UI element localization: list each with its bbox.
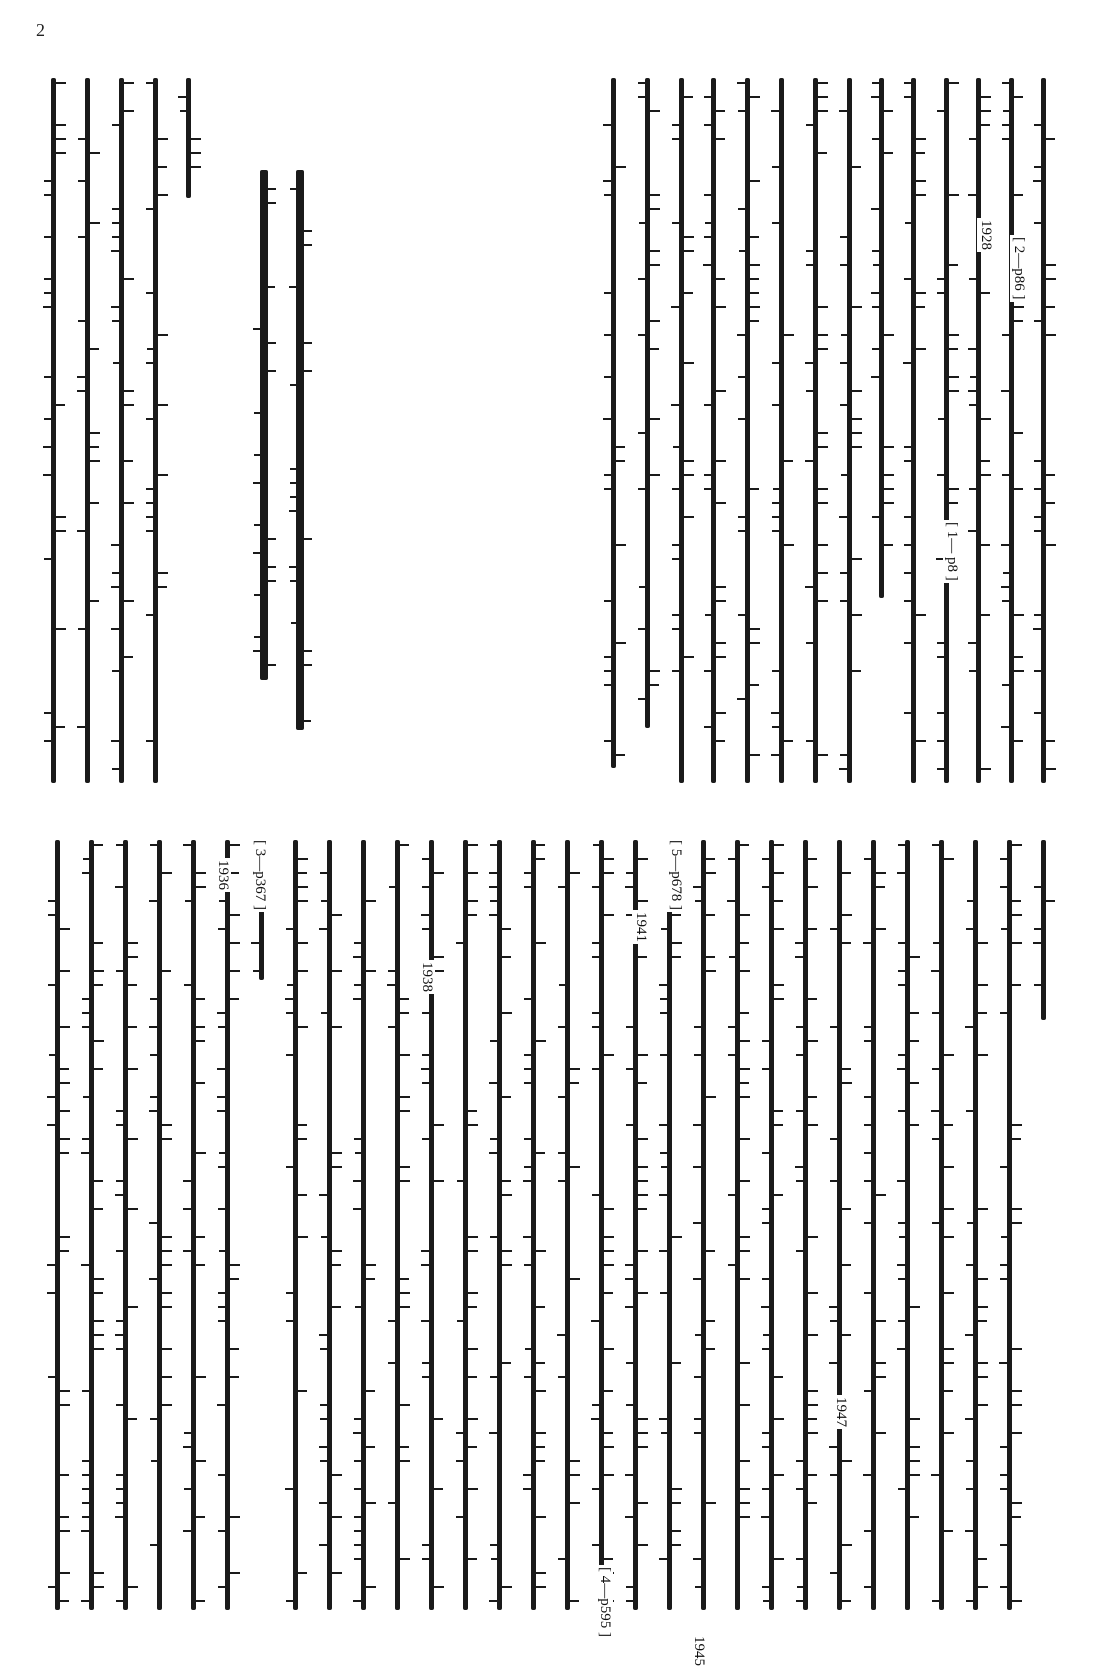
top-text-region <box>30 60 1090 790</box>
top-left-text-line <box>76 60 98 790</box>
bottom-text-region <box>30 830 1090 1660</box>
year-1945: 1945 <box>691 1636 707 1666</box>
top-right-text-line <box>870 60 892 790</box>
top-right-text-line <box>636 60 658 790</box>
ref-5-p678: [ 5—p678 ] <box>668 840 684 910</box>
bottom-text-line <box>352 830 374 1660</box>
bottom-text-line <box>386 830 408 1660</box>
bottom-text-line <box>862 830 884 1660</box>
section-heading-line <box>288 60 310 790</box>
section-heading-line <box>252 60 274 790</box>
ref-4-p595: [ 4—p595 ] <box>597 1567 613 1637</box>
bottom-text-line <box>692 830 714 1660</box>
bottom-text-line <box>284 830 306 1660</box>
bottom-text-line <box>828 830 850 1660</box>
top-left-text-line <box>144 60 166 790</box>
top-right-text-line <box>770 60 792 790</box>
bottom-text-line <box>488 830 510 1660</box>
year-1947: 1947 <box>833 1397 849 1427</box>
ref-2-p86: [ 2—p86 ] <box>1011 237 1027 300</box>
page-number: 2 <box>36 20 45 40</box>
bottom-text-line <box>964 830 986 1660</box>
bottom-text-line <box>114 830 136 1660</box>
top-right-text-line <box>1000 60 1022 790</box>
top-right-text-line <box>935 60 957 790</box>
bottom-text-line <box>1032 830 1054 1660</box>
bottom-text-line <box>46 830 68 1660</box>
bottom-text-line <box>522 830 544 1660</box>
year-1941: 1941 <box>633 912 649 942</box>
bottom-text-line <box>80 830 102 1660</box>
year-1938: 1938 <box>419 962 435 992</box>
ref-3-p367: [ 3—p367 ] <box>252 840 268 910</box>
bottom-text-line <box>556 830 578 1660</box>
top-left-text-line <box>177 60 199 790</box>
bottom-text-line <box>250 830 272 1660</box>
top-right-text-line <box>1032 60 1054 790</box>
bottom-text-line <box>658 830 680 1660</box>
top-right-text-line <box>736 60 758 790</box>
top-right-text-line <box>702 60 724 790</box>
top-left-text-line <box>42 60 64 790</box>
bottom-text-line <box>148 830 170 1660</box>
bottom-text-line <box>318 830 340 1660</box>
bottom-text-line <box>760 830 782 1660</box>
bottom-text-line <box>930 830 952 1660</box>
top-right-text-line <box>967 60 989 790</box>
top-left-text-line <box>110 60 132 790</box>
bottom-text-line <box>420 830 442 1660</box>
bottom-text-line <box>998 830 1020 1660</box>
year-1928: 1928 <box>978 220 994 250</box>
bottom-text-line <box>896 830 918 1660</box>
top-right-text-line <box>902 60 924 790</box>
ref-1-p8: [ 1— p8 ] <box>944 522 960 581</box>
bottom-text-line <box>216 830 238 1660</box>
top-right-text-line <box>602 60 624 790</box>
top-right-text-line <box>804 60 826 790</box>
top-right-text-line <box>838 60 860 790</box>
bottom-text-line <box>794 830 816 1660</box>
top-right-text-line <box>670 60 692 790</box>
bottom-text-line <box>454 830 476 1660</box>
bottom-text-line <box>726 830 748 1660</box>
bottom-text-line <box>624 830 646 1660</box>
bottom-text-line <box>182 830 204 1660</box>
bottom-text-line <box>590 830 612 1660</box>
year-1936: 1936 <box>215 860 231 890</box>
